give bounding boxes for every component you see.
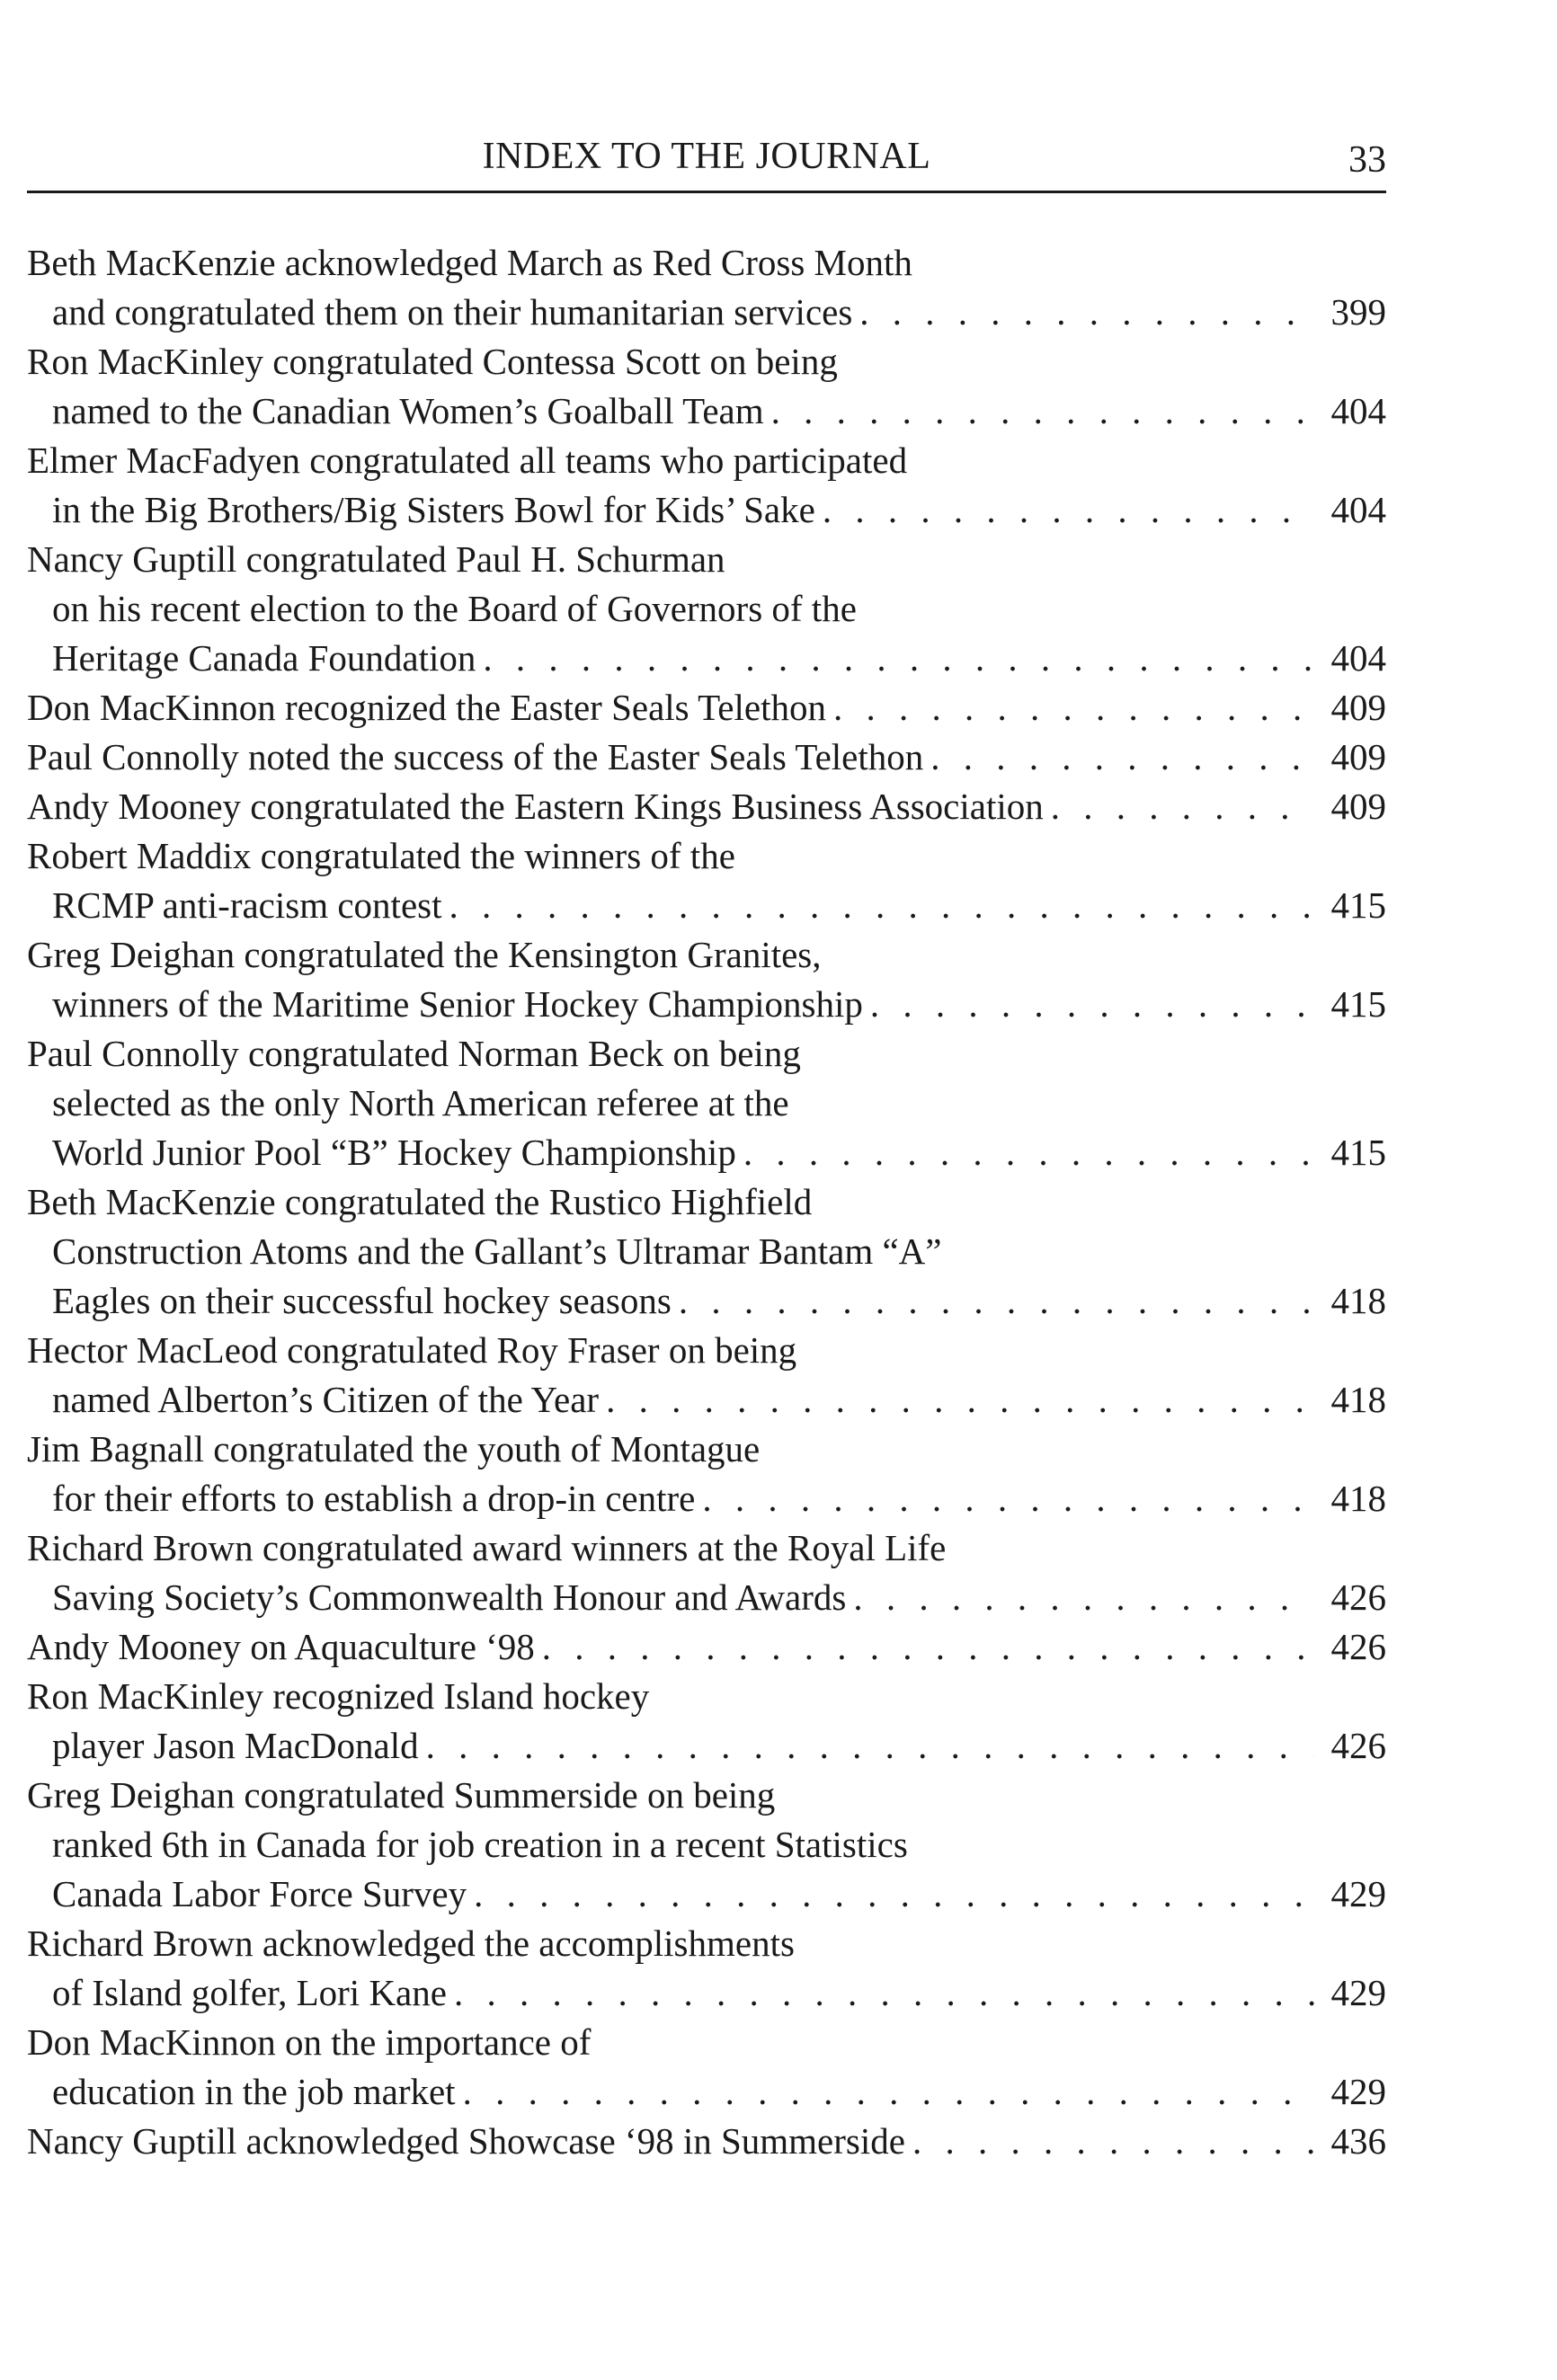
entry-page-number: 429 xyxy=(1330,1972,1386,2013)
entry-text-line: Andy Mooney congratulated the Eastern Kings Business Association xyxy=(27,786,1044,827)
entry-page-number: 418 xyxy=(1330,1379,1386,1420)
index-entry xyxy=(27,535,1386,683)
index-entry xyxy=(27,238,1386,337)
dot-leader xyxy=(606,1375,1314,1425)
entry-text-line: winners of the Maritime Senior Hockey Championship xyxy=(52,983,863,1025)
entry-page-number: 429 xyxy=(1330,2071,1386,2112)
entry-text-line: Saving Society’s Commonwealth Honour and Awards xyxy=(52,1576,847,1618)
entry-text-line: Don MacKinnon recognized the Easter Seals Telethon xyxy=(27,687,826,728)
entry-last-line xyxy=(27,1375,1386,1425)
entry-last-line xyxy=(27,1128,1386,1177)
entry-last-line xyxy=(27,1276,1386,1326)
dot-leader xyxy=(1051,782,1314,831)
dot-leader xyxy=(483,634,1314,683)
dot-leader xyxy=(823,485,1314,535)
entry-page-number: 404 xyxy=(1330,390,1386,431)
entry-text-line: Richard Brown acknowledged the accomplishments xyxy=(27,1923,795,1964)
entry-last-line xyxy=(27,2117,1386,2166)
index-entry xyxy=(27,733,1386,782)
index-entry xyxy=(27,1326,1386,1425)
entry-text-line: Hector MacLeod congratulated Roy Fraser on being xyxy=(27,1329,797,1371)
entry-page-number: 399 xyxy=(1330,291,1386,333)
entry-text-line: on his recent election to the Board of Governors of the xyxy=(52,588,857,629)
dot-leader xyxy=(474,1869,1314,1919)
entry-text-line: Greg Deighan congratulated Summerside on being xyxy=(27,1774,776,1816)
index-entry xyxy=(27,1672,1386,1771)
dot-leader xyxy=(426,1721,1314,1771)
entry-page-number: 426 xyxy=(1330,1626,1386,1667)
entry-text-line: Eagles on their successful hockey seasons xyxy=(52,1280,672,1321)
entry-last-line xyxy=(27,980,1386,1029)
index-entries xyxy=(27,238,1386,2166)
dot-leader xyxy=(853,1573,1314,1622)
entry-text-line: ranked 6th in Canada for job creation in a recent Statistics xyxy=(52,1824,908,1865)
entry-text-line: Beth MacKenzie acknowledged March as Red Cross Month xyxy=(27,242,912,283)
entry-text-line: World Junior Pool “B” Hockey Championship xyxy=(52,1132,736,1173)
index-entry xyxy=(27,1523,1386,1622)
dot-leader xyxy=(930,733,1314,782)
entry-text-line: Jim Bagnall congratulated the youth of Montague xyxy=(27,1428,761,1470)
dot-leader xyxy=(702,1474,1314,1523)
entry-text-line: Andy Mooney on Aquaculture ‘98 xyxy=(27,1626,535,1667)
entry-page-number: 418 xyxy=(1330,1280,1386,1321)
dot-leader xyxy=(542,1622,1314,1672)
entry-last-line xyxy=(27,1968,1386,2018)
entry-text-line: named to the Canadian Women’s Goalball Team xyxy=(52,390,764,431)
entry-text-line: for their efforts to establish a drop-in centre xyxy=(52,1478,696,1519)
entry-text-line: RCMP anti-racism contest xyxy=(52,884,442,926)
entry-text-line: Canada Labor Force Survey xyxy=(52,1873,467,1914)
entry-text-line: named Alberton’s Citizen of the Year xyxy=(52,1379,600,1420)
entry-last-line xyxy=(27,1474,1386,1523)
page-title: INDEX TO THE JOURNAL xyxy=(482,136,931,177)
dot-leader xyxy=(771,386,1314,436)
dot-leader xyxy=(463,2067,1314,2117)
entry-text-line: of Island golfer, Lori Kane xyxy=(52,1972,447,2013)
dot-leader xyxy=(859,288,1314,337)
dot-leader xyxy=(449,881,1314,930)
entry-text-line: Richard Brown congratulated award winners at the Royal Life xyxy=(27,1527,947,1568)
entry-page-number: 409 xyxy=(1330,736,1386,777)
entry-text-line: Ron MacKinley congratulated Contessa Scott on being xyxy=(27,341,838,382)
entry-text-line: Construction Atoms and the Gallant’s Ultramar Bantam “A” xyxy=(52,1230,942,1272)
entry-last-line xyxy=(27,1721,1386,1771)
entry-page-number: 404 xyxy=(1330,489,1386,530)
index-entry xyxy=(27,1919,1386,2018)
dot-leader xyxy=(870,980,1314,1029)
entry-text-line: and congratulated them on their humanitarian services xyxy=(52,291,853,333)
index-entry xyxy=(27,930,1386,1029)
entry-text-line: selected as the only North American referee at the xyxy=(52,1082,789,1123)
entry-last-line xyxy=(27,386,1386,436)
entry-page-number: 436 xyxy=(1330,2120,1386,2162)
entry-page-number: 426 xyxy=(1330,1576,1386,1618)
entry-text-line: Don MacKinnon on the importance of xyxy=(27,2021,592,2063)
entry-last-line xyxy=(27,634,1386,683)
entry-page-number: 429 xyxy=(1330,1873,1386,1914)
entry-page-number: 418 xyxy=(1330,1478,1386,1519)
entry-text-line: Paul Connolly noted the success of the Easter Seals Telethon xyxy=(27,736,924,777)
entry-last-line xyxy=(27,881,1386,930)
entry-last-line xyxy=(27,733,1386,782)
dot-leader xyxy=(912,2117,1314,2166)
index-entry xyxy=(27,1029,1386,1177)
entry-last-line xyxy=(27,288,1386,337)
entry-page-number: 409 xyxy=(1330,786,1386,827)
index-entry xyxy=(27,436,1386,535)
entry-text-line: Greg Deighan congratulated the Kensington Granites, xyxy=(27,934,822,975)
index-entry xyxy=(27,683,1386,733)
entry-page-number: 426 xyxy=(1330,1725,1386,1766)
page-header xyxy=(27,133,1386,193)
entry-last-line xyxy=(27,1573,1386,1622)
index-entry xyxy=(27,337,1386,436)
entry-page-number: 415 xyxy=(1330,983,1386,1025)
entry-text-line: Nancy Guptill acknowledged Showcase ‘98 in Summerside xyxy=(27,2120,905,2162)
dot-leader xyxy=(743,1128,1314,1177)
entry-last-line xyxy=(27,1622,1386,1672)
index-entry xyxy=(27,1771,1386,1919)
entry-page-number: 415 xyxy=(1330,1132,1386,1173)
index-entry xyxy=(27,1425,1386,1523)
entry-page-number: 404 xyxy=(1330,637,1386,679)
entry-text-line: Nancy Guptill congratulated Paul H. Schurman xyxy=(27,538,725,580)
entry-last-line xyxy=(27,1869,1386,1919)
entry-page-number: 415 xyxy=(1330,884,1386,926)
entry-last-line xyxy=(27,683,1386,733)
entry-text-line: in the Big Brothers/Big Sisters Bowl for Kids’ Sake xyxy=(52,489,815,530)
entry-last-line xyxy=(27,485,1386,535)
index-entry xyxy=(27,1177,1386,1326)
page-number: 33 xyxy=(1348,139,1386,181)
entry-last-line xyxy=(27,2067,1386,2117)
entry-text-line: player Jason MacDonald xyxy=(52,1725,419,1766)
index-entry xyxy=(27,782,1386,831)
entry-text-line: education in the job market xyxy=(52,2071,456,2112)
index-entry xyxy=(27,1622,1386,1672)
index-entry xyxy=(27,831,1386,930)
entry-text-line: Paul Connolly congratulated Norman Beck on being xyxy=(27,1033,801,1074)
entry-text-line: Robert Maddix congratulated the winners of the xyxy=(27,835,735,876)
dot-leader xyxy=(454,1968,1314,2018)
dot-leader xyxy=(679,1276,1314,1326)
entry-text-line: Beth MacKenzie congratulated the Rustico Highfield xyxy=(27,1181,813,1222)
entry-page-number: 409 xyxy=(1330,687,1386,728)
index-entry xyxy=(27,2117,1386,2166)
index-page xyxy=(27,133,1386,2166)
entry-text-line: Elmer MacFadyen congratulated all teams who participated xyxy=(27,440,908,481)
entry-text-line: Heritage Canada Foundation xyxy=(52,637,476,679)
dot-leader xyxy=(833,683,1314,733)
entry-text-line: Ron MacKinley recognized Island hockey xyxy=(27,1675,650,1717)
index-entry xyxy=(27,2018,1386,2117)
entry-last-line xyxy=(27,782,1386,831)
